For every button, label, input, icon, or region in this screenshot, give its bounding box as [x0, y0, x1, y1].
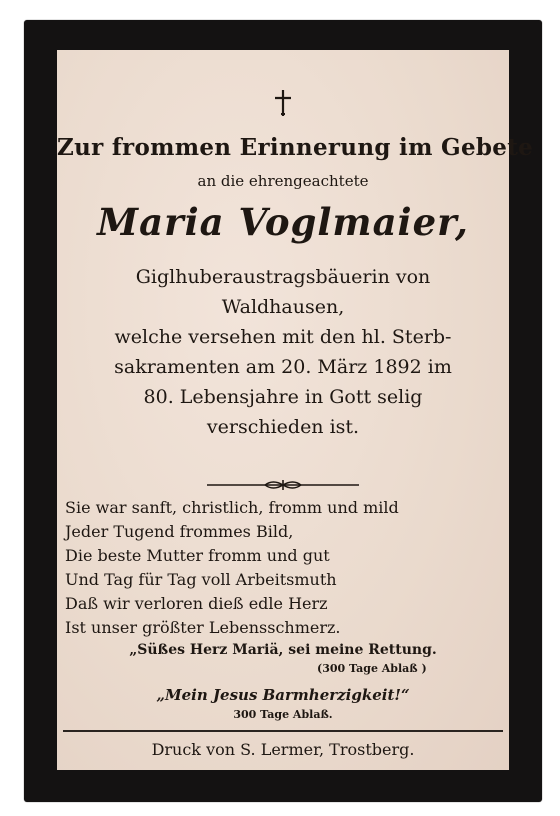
description-line: verschieden ist. [206, 416, 360, 438]
prayer-mercy-indulgence: 300 Tage Ablaß. [233, 708, 333, 721]
description-line: Waldhausen, [221, 296, 345, 318]
card-paper [57, 50, 534, 770]
description-line: 80. Lebensjahre in Gott selig [143, 386, 423, 408]
description-line: sakramenten am 20. März 1892 im [114, 356, 452, 378]
poem-line: Daß wir verloren dieß edle Herz [65, 594, 328, 613]
poem-line: Jeder Tugend frommes Bild, [65, 522, 294, 541]
deceased-name: Maria Voglmaier, [97, 200, 469, 244]
poem-line: Ist unser größter Lebensschmerz. [65, 618, 341, 637]
footer-rule [63, 730, 503, 732]
ornament-divider [207, 478, 359, 492]
poem-line: Die beste Mutter fromm und gut [65, 546, 330, 565]
description-line: welche versehen mit den hl. Sterb- [114, 326, 452, 348]
dedication: an die ehrengeachtete [197, 172, 369, 190]
poem-line: Und Tag für Tag voll Arbeitsmuth [65, 570, 337, 589]
description-line: Giglhuberaustragsbäuerin von [135, 266, 431, 288]
poem-line: Sie war sanft, christlich, fromm und mild [65, 498, 399, 517]
prayer-sacred-heart-indulgence: (300 Tage Ablaß ) [317, 662, 427, 675]
cross-icon [271, 88, 295, 118]
printer-imprint: Druck von S. Lermer, Trostberg. [151, 740, 415, 759]
prayer-sacred-heart: „Süßes Herz Mariä, sei meine Rettung. [129, 642, 437, 658]
memorial-card [24, 20, 542, 802]
prayer-mercy: „Mein Jesus Barmherzigkeit!“ [156, 686, 410, 704]
heading: Zur frommen Erinnerung im Gebete [57, 134, 534, 161]
